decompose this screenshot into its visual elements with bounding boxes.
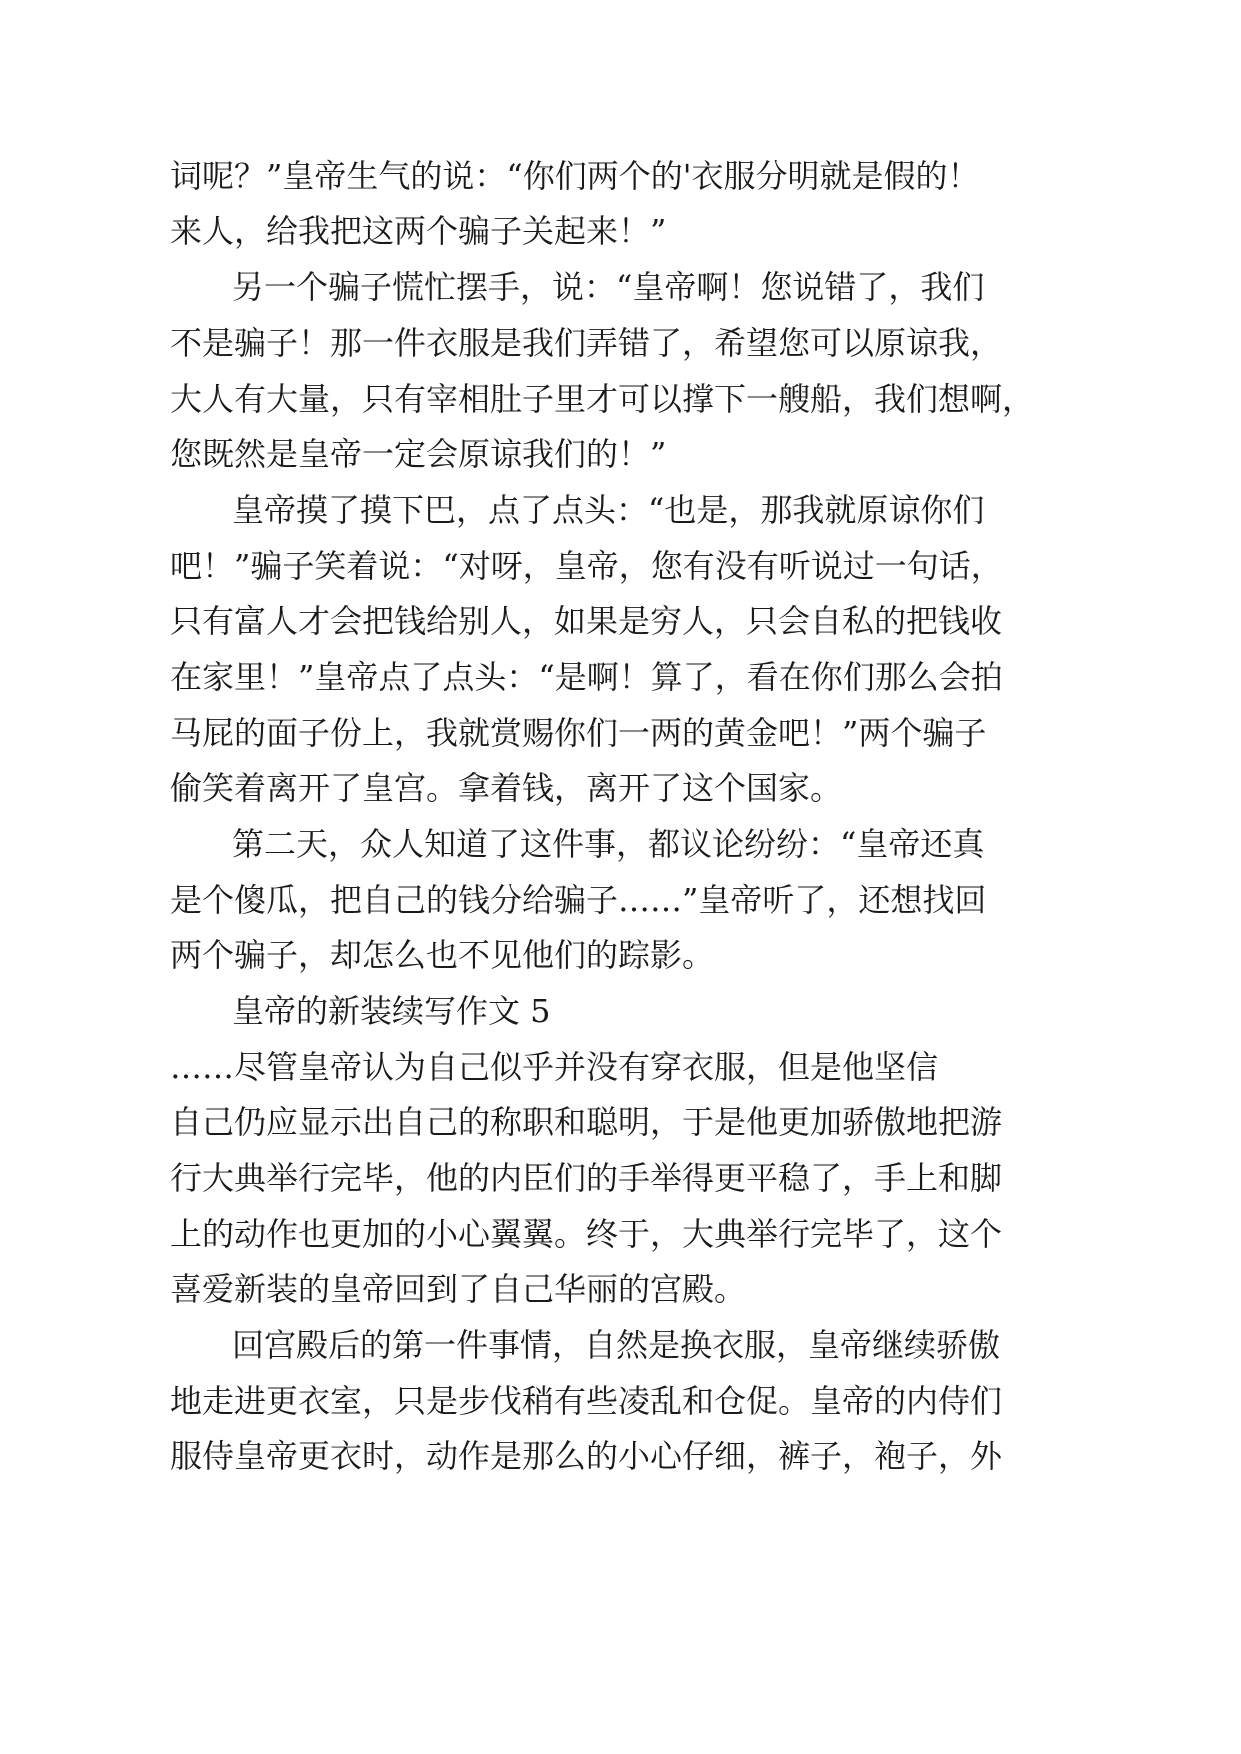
- text-line: 是个傻瓜，把自己的钱分给骗子……”皇帝听了，还想找回: [170, 881, 987, 919]
- text-line: 只有富人才会把钱给别人，如果是穷人，只会自私的把钱收: [170, 602, 1003, 640]
- text-line: 吧！”骗子笑着说：“对呀，皇帝，您有没有听说过一句话，: [170, 547, 1003, 585]
- text-line: 词呢？”皇帝生气的说：“你们两个的'衣服分明就是假的！: [170, 157, 980, 195]
- text-line: 自己仍应显示出自己的称职和聪明，于是他更加骄傲地把游: [170, 1103, 1003, 1141]
- text-line: 马屁的面子份上，我就赏赐你们一两的黄金吧！”两个骗子: [170, 714, 987, 752]
- text-line: 两个骗子，却怎么也不见他们的踪影。: [170, 936, 715, 974]
- text-line: 行大典举行完毕，他的内臣们的手举得更平稳了，手上和脚: [170, 1159, 1003, 1197]
- text-line: 回宫殿后的第一件事情，自然是换衣服，皇帝继续骄傲: [232, 1326, 1001, 1364]
- text-line: 在家里！”皇帝点了点头：“是啊！算了，看在你们那么会拍: [170, 658, 1003, 696]
- text-line: 您既然是皇帝一定会原谅我们的！”: [170, 435, 667, 473]
- text-line: 地走进更衣室，只是步伐稍有些凌乱和仓促。皇帝的内侍们: [170, 1382, 1003, 1420]
- text-line: 喜爱新装的皇帝回到了自己华丽的宫殿。: [170, 1270, 747, 1308]
- text-line: 第二天，众人知道了这件事，都议论纷纷：“皇帝还真: [232, 825, 985, 863]
- section-heading: 皇帝的新装续写作文 5: [232, 992, 551, 1030]
- text-line: 来人，给我把这两个骗子关起来！”: [170, 212, 667, 250]
- text-line: 不是骗子！那一件衣服是我们弄错了，希望您可以原谅我，: [170, 324, 1003, 362]
- text-line: 大人有大量，只有宰相肚子里才可以撑下一艘船，我们想啊，: [170, 380, 1035, 418]
- text-line: 偷笑着离开了皇宫。拿着钱，离开了这个国家。: [170, 769, 843, 807]
- text-line: 皇帝摸了摸下巴，点了点头：“也是，那我就原谅你们: [232, 491, 985, 529]
- text-line: 上的动作也更加的小心翼翼。终于，大典举行完毕了，这个: [170, 1215, 1003, 1253]
- text-line: 服侍皇帝更衣时，动作是那么的小心仔细，裤子，袍子，外: [170, 1437, 1003, 1475]
- text-line: 另一个骗子慌忙摆手，说：“皇帝啊！您说错了，我们: [232, 268, 985, 306]
- text-line: ……尽管皇帝认为自己似乎并没有穿衣服，但是他坚信: [170, 1048, 939, 1086]
